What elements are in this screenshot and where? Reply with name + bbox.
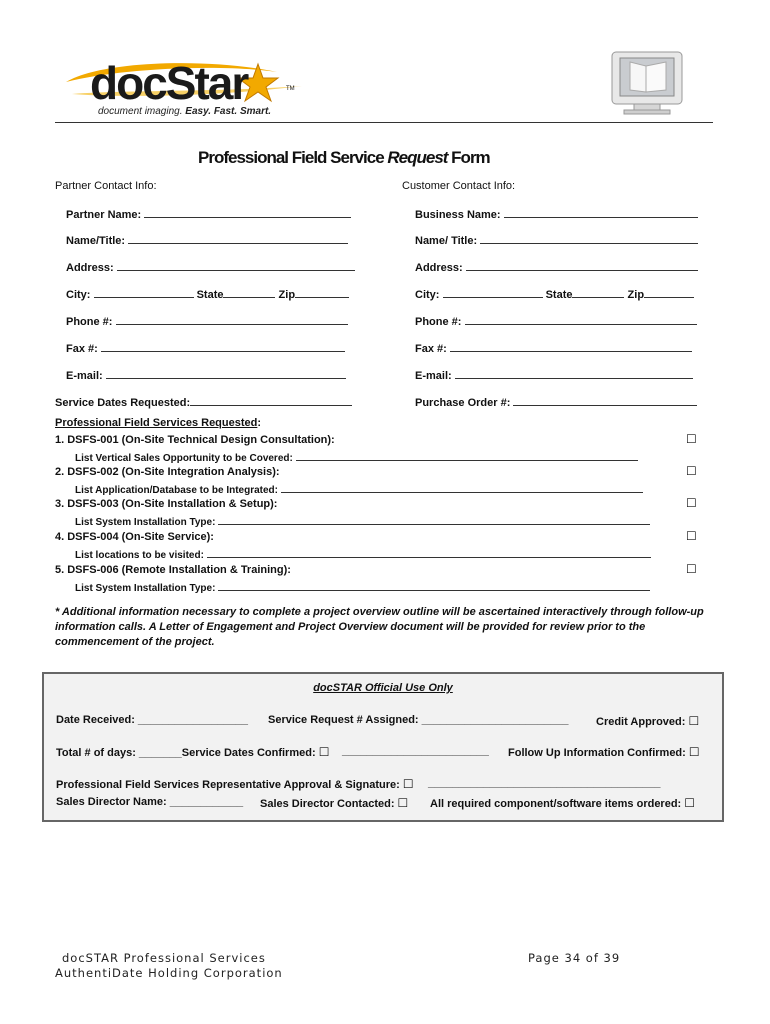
service-item-4: 4. DSFS-004 (On-Site Service): xyxy=(55,531,214,543)
service-item-2-sub[interactable] xyxy=(75,482,643,496)
service-item-1-sub[interactable] xyxy=(75,450,638,464)
purchase-order-field[interactable] xyxy=(415,395,697,409)
partner-city-label: City: xyxy=(66,289,91,301)
credit-approved-label: Credit Approved: xyxy=(596,716,686,728)
total-days-field xyxy=(56,745,329,759)
service-request-field[interactable]: Service Request # Assigned: ________________________ xyxy=(268,714,569,726)
sales-contacted-field xyxy=(260,796,408,810)
official-use-heading-text: docSTAR Official Use Only xyxy=(313,682,453,694)
partner-title-field[interactable] xyxy=(66,233,348,247)
service-item-3-sub-label: List System Installation Type: xyxy=(75,517,216,528)
title-part-1: Professional Field Service xyxy=(198,148,388,167)
rep-signature-line[interactable]: ______________________________________ xyxy=(428,777,661,789)
services-heading-text: Professional Field Services Requested xyxy=(55,417,258,429)
title-part-3: Form xyxy=(447,148,490,167)
sales-contacted-checkbox[interactable]: ☐ xyxy=(397,796,409,810)
rep-approval-label: Professional Field Services Representative Approval & Signature: xyxy=(56,779,400,791)
customer-address-field[interactable] xyxy=(415,260,698,274)
customer-phone-label: Phone #: xyxy=(415,316,462,328)
customer-city-field[interactable] xyxy=(415,287,694,301)
sales-director-field[interactable]: Sales Director Name: ____________ xyxy=(56,796,244,808)
official-use-box xyxy=(42,672,724,822)
customer-fax-field[interactable] xyxy=(415,341,692,355)
services-heading-colon: : xyxy=(257,417,262,429)
service-item-4-sub-label: List locations to be visited: xyxy=(75,550,204,561)
monitor-icon xyxy=(606,50,690,116)
follow-up-label: Follow Up Information Confirmed: xyxy=(508,747,686,759)
rep-approval-field xyxy=(56,777,414,791)
service-item-1-sub-label: List Vertical Sales Opportunity to be Covered: xyxy=(75,453,293,464)
partner-email-field[interactable] xyxy=(66,368,346,382)
date-received-field[interactable]: Date Received: __________________ xyxy=(56,714,249,726)
credit-approved-checkbox[interactable]: ☐ xyxy=(688,714,700,728)
form-title xyxy=(198,148,490,168)
purchase-order-label: Purchase Order #: xyxy=(415,397,511,409)
partner-phone-label: Phone #: xyxy=(66,316,113,328)
tagline xyxy=(98,106,271,117)
customer-city-label: City: xyxy=(415,289,440,301)
customer-email-field[interactable] xyxy=(415,368,693,382)
title-part-2: Request xyxy=(387,148,448,167)
partner-name-label: Partner Name: xyxy=(66,209,142,221)
follow-up-checkbox[interactable]: ☐ xyxy=(688,745,700,759)
service-item-3: 3. DSFS-003 (On-Site Installation & Setup): xyxy=(55,498,278,510)
logo-trademark: TM xyxy=(286,86,295,92)
logo-wordmark: docStar xyxy=(90,57,248,109)
customer-title-label: Name/ Title: xyxy=(415,235,478,247)
total-days-label: Total # of days: _______Service Dates Confirmed: xyxy=(56,747,316,759)
business-name-label: Business Name: xyxy=(415,209,501,221)
service-item-2: 2. DSFS-002 (On-Site Integration Analysis): xyxy=(55,466,280,478)
partner-state-label: State xyxy=(196,289,224,301)
service-item-1: 1. DSFS-001 (On-Site Technical Design Consultation): xyxy=(55,434,335,446)
partner-fax-label: Fax #: xyxy=(66,343,98,355)
partner-zip-label: Zip xyxy=(278,289,296,301)
partner-city-field[interactable] xyxy=(66,287,349,301)
customer-phone-field[interactable] xyxy=(415,314,697,328)
business-name-field[interactable] xyxy=(415,207,698,221)
service-item-4-sub[interactable] xyxy=(75,547,651,561)
service-item-2-sub-label: List Application/Database to be Integrated: xyxy=(75,485,278,496)
customer-address-label: Address: xyxy=(415,262,463,274)
logo xyxy=(62,52,312,122)
service-item-4-checkbox[interactable]: ☐ xyxy=(686,529,697,543)
service-dates-confirmed-checkbox[interactable]: ☐ xyxy=(318,745,330,759)
sales-contacted-label: Sales Director Contacted: xyxy=(260,798,395,810)
services-heading xyxy=(55,417,261,429)
engagement-note: * Additional information necessary to complete a project overview outline will be ascertained interactively through follow-up information calls. A Letter of Engagement and Project Overview document will be provided for review prior to the commencement of the project. xyxy=(55,606,704,648)
service-item-5-sub-label: List System Installation Type: xyxy=(75,583,216,594)
service-dates-label: Service Dates Requested: xyxy=(55,397,191,409)
customer-title-field[interactable] xyxy=(415,233,698,247)
customer-zip-label: Zip xyxy=(627,289,645,301)
service-item-2-checkbox[interactable]: ☐ xyxy=(686,464,697,478)
official-use-heading xyxy=(44,682,722,694)
service-item-5-checkbox[interactable]: ☐ xyxy=(686,562,697,576)
partner-title-label: Name/Title: xyxy=(66,235,126,247)
service-item-5: 5. DSFS-006 (Remote Installation & Training): xyxy=(55,564,291,576)
service-item-1-checkbox[interactable]: ☐ xyxy=(686,432,697,446)
service-item-3-checkbox[interactable]: ☐ xyxy=(686,496,697,510)
footer-company: docSTAR Professional Services xyxy=(62,951,266,965)
rep-approval-checkbox[interactable]: ☐ xyxy=(402,777,414,791)
partner-fax-field[interactable] xyxy=(66,341,345,355)
customer-heading: Customer Contact Info: xyxy=(402,180,516,192)
customer-state-label: State xyxy=(545,289,573,301)
header-rule xyxy=(55,122,713,123)
customer-email-label: E-mail: xyxy=(415,370,452,382)
service-item-5-sub[interactable] xyxy=(75,580,650,594)
page-number: Page 34 of 39 xyxy=(528,951,621,965)
partner-name-field[interactable] xyxy=(66,207,351,221)
components-ordered-label: All required component/software items ordered: xyxy=(430,798,682,810)
components-ordered-field xyxy=(430,796,695,810)
partner-address-label: Address: xyxy=(66,262,114,274)
follow-up-field xyxy=(508,745,700,759)
tagline-part-1: document imaging. xyxy=(98,106,183,117)
customer-fax-label: Fax #: xyxy=(415,343,447,355)
partner-address-field[interactable] xyxy=(66,260,355,274)
partner-email-label: E-mail: xyxy=(66,370,103,382)
tagline-part-2: Easy. Fast. Smart. xyxy=(185,106,272,117)
service-dates-confirmed-line[interactable]: ________________________ xyxy=(342,745,489,757)
partner-phone-field[interactable] xyxy=(66,314,348,328)
credit-approved-field xyxy=(596,714,699,728)
service-dates-field[interactable] xyxy=(55,395,352,409)
footer-corporation: AuthentiDate Holding Corporation xyxy=(55,966,283,980)
components-ordered-checkbox[interactable]: ☐ xyxy=(684,796,696,810)
service-item-3-sub[interactable] xyxy=(75,514,650,528)
partner-heading: Partner Contact Info: xyxy=(55,180,157,192)
